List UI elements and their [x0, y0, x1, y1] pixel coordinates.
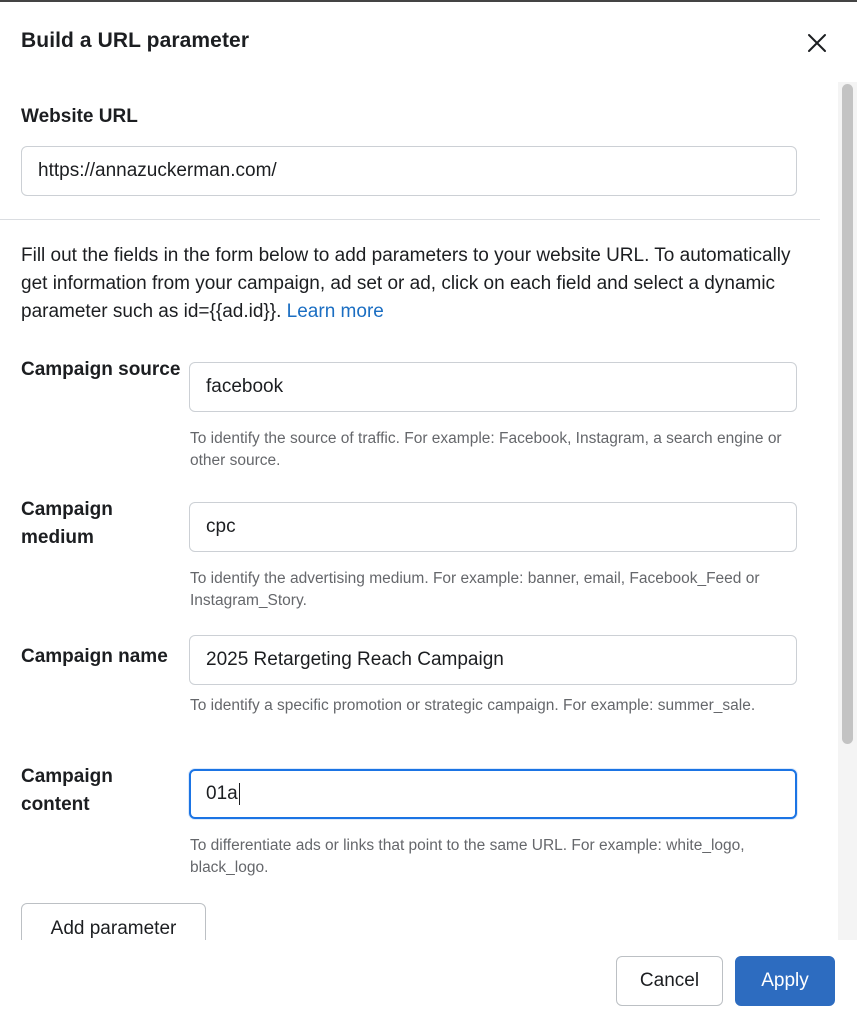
apply-button[interactable] [735, 956, 835, 1006]
campaign-content-input[interactable] [189, 769, 797, 819]
campaign-content-label: Campaign content [21, 766, 113, 815]
form-description [21, 242, 801, 326]
cancel-button[interactable] [616, 956, 723, 1006]
dialog-header [0, 2, 857, 82]
campaign-source-value: facebook [206, 376, 284, 397]
scrollbar-thumb[interactable] [842, 84, 853, 744]
campaign-name-help: To identify a specific promotion or strategic campaign. For example: summer_sale. [190, 697, 756, 714]
campaign-source-input[interactable] [189, 362, 797, 412]
website-url-value: https://annazuckerman.com/ [38, 160, 277, 181]
dialog-footer [0, 940, 857, 1026]
learn-more-link[interactable]: Learn more [286, 301, 384, 322]
dialog-title: Build a URL parameter [21, 29, 250, 52]
campaign-name-value: 2025 Retargeting Reach Campaign [206, 649, 504, 670]
website-url-label: Website URL [21, 106, 138, 127]
add-parameter-label: Add parameter [50, 918, 177, 939]
campaign-medium-value: cpc [206, 516, 236, 537]
campaign-medium-label: Campaign medium [21, 499, 113, 548]
close-icon [807, 33, 827, 53]
campaign-name-input[interactable] [189, 635, 797, 685]
description-text: Fill out the fields in the form below to add parameters to your website URL. To automatically get information from your campaign, ad set or ad, click on each field and select a dynamic parameter such as id={{ad.id}}. [21, 245, 791, 322]
campaign-content-help: To differentiate ads or links that point to the same URL. For example: white_logo, black_logo. [190, 837, 745, 876]
campaign-medium-help: To identify the advertising medium. For example: banner, email, Facebook_Feed or Instagram_Story. [190, 570, 760, 609]
section-divider [0, 219, 820, 220]
apply-label: Apply [761, 970, 809, 991]
cancel-label: Cancel [639, 970, 700, 991]
campaign-source-label: Campaign source [21, 359, 181, 380]
campaign-content-value: 01a [206, 783, 238, 804]
text-caret [239, 783, 240, 805]
website-url-input[interactable] [21, 146, 797, 196]
campaign-name-label: Campaign name [21, 646, 168, 667]
close-button[interactable] [800, 26, 834, 60]
campaign-source-help: To identify the source of traffic. For example: Facebook, Instagram, a search engine or other source. [190, 430, 782, 469]
campaign-medium-input[interactable] [189, 502, 797, 552]
